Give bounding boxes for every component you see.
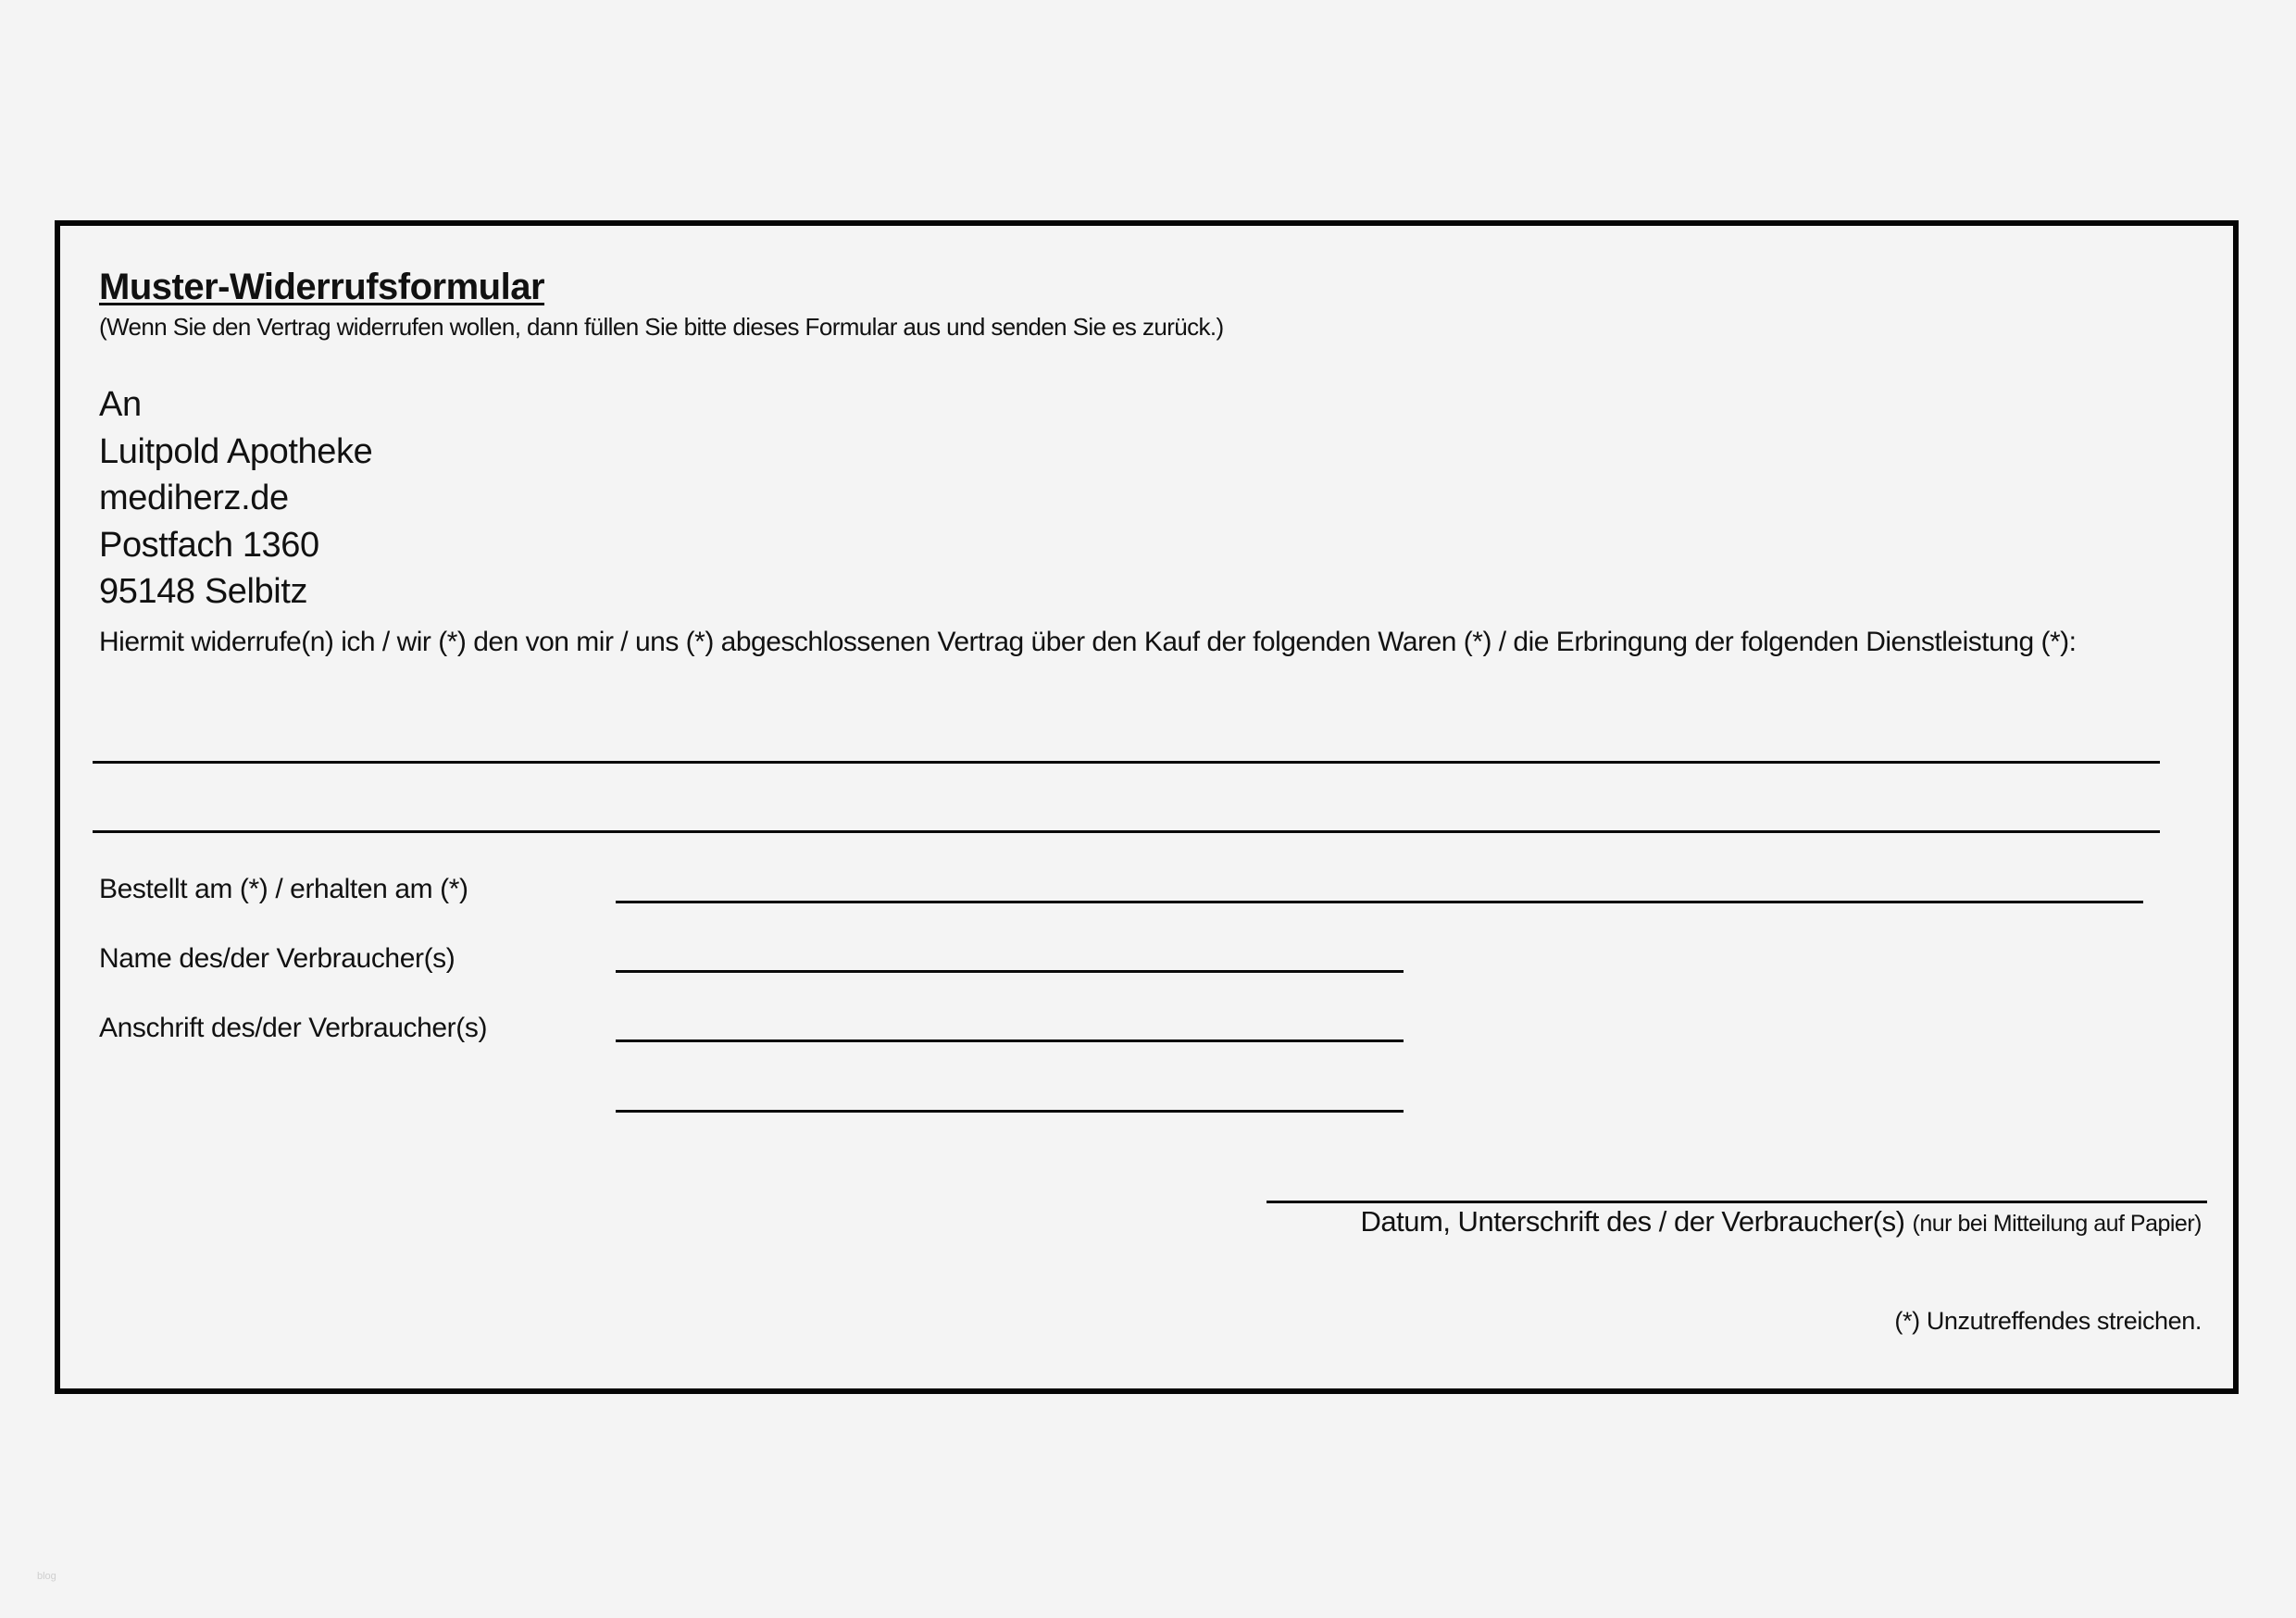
address-line-salutation: An — [99, 385, 142, 424]
widerruf-form-frame — [55, 220, 2239, 1394]
goods-fill-line-1[interactable] — [93, 761, 2160, 764]
form-instructions: (Wenn Sie den Vertrag widerrufen wollen, dann füllen Sie bitte dieses Formular aus und senden Sie es zurück.) — [99, 313, 1224, 341]
signature-fill-line[interactable] — [1267, 1201, 2207, 1203]
consumer-name-fill-line[interactable] — [616, 970, 1404, 973]
consumer-address-label: Anschrift des/der Verbraucher(s) — [99, 1013, 488, 1043]
signature-caption-main: Datum, Unterschrift des / der Verbraucher(s) — [1360, 1205, 1905, 1238]
signature-caption-note: (nur bei Mitteilung auf Papier) — [1912, 1211, 2202, 1237]
footnote: (*) Unzutreffendes streichen. — [1894, 1307, 2202, 1335]
ordered-received-label: Bestellt am (*) / erhalten am (*) — [99, 874, 468, 904]
watermark: blog — [37, 1571, 56, 1582]
goods-fill-line-2[interactable] — [93, 830, 2160, 833]
address-line-company: Luitpold Apotheke — [99, 431, 373, 471]
withdrawal-declaration: Hiermit widerrufe(n) ich / wir (*) den von mir / uns (*) abgeschlossenen Vertrag über den Kauf der folgenden Waren (*) / die Erbringung der folgenden Dienstleistung (*): — [99, 627, 2077, 657]
signature-caption — [1361, 1205, 2202, 1238]
consumer-address-fill-line-2[interactable] — [616, 1110, 1404, 1113]
address-line-pobox: Postfach 1360 — [99, 525, 319, 565]
ordered-received-fill-line[interactable] — [616, 901, 2143, 903]
address-line-city: 95148 Selbitz — [99, 572, 308, 611]
consumer-name-label: Name des/der Verbraucher(s) — [99, 943, 455, 974]
consumer-address-fill-line-1[interactable] — [616, 1039, 1404, 1042]
address-line-website: mediherz.de — [99, 479, 289, 517]
form-title: Muster-Widerrufsformular — [99, 267, 545, 307]
recipient-address — [99, 381, 372, 616]
